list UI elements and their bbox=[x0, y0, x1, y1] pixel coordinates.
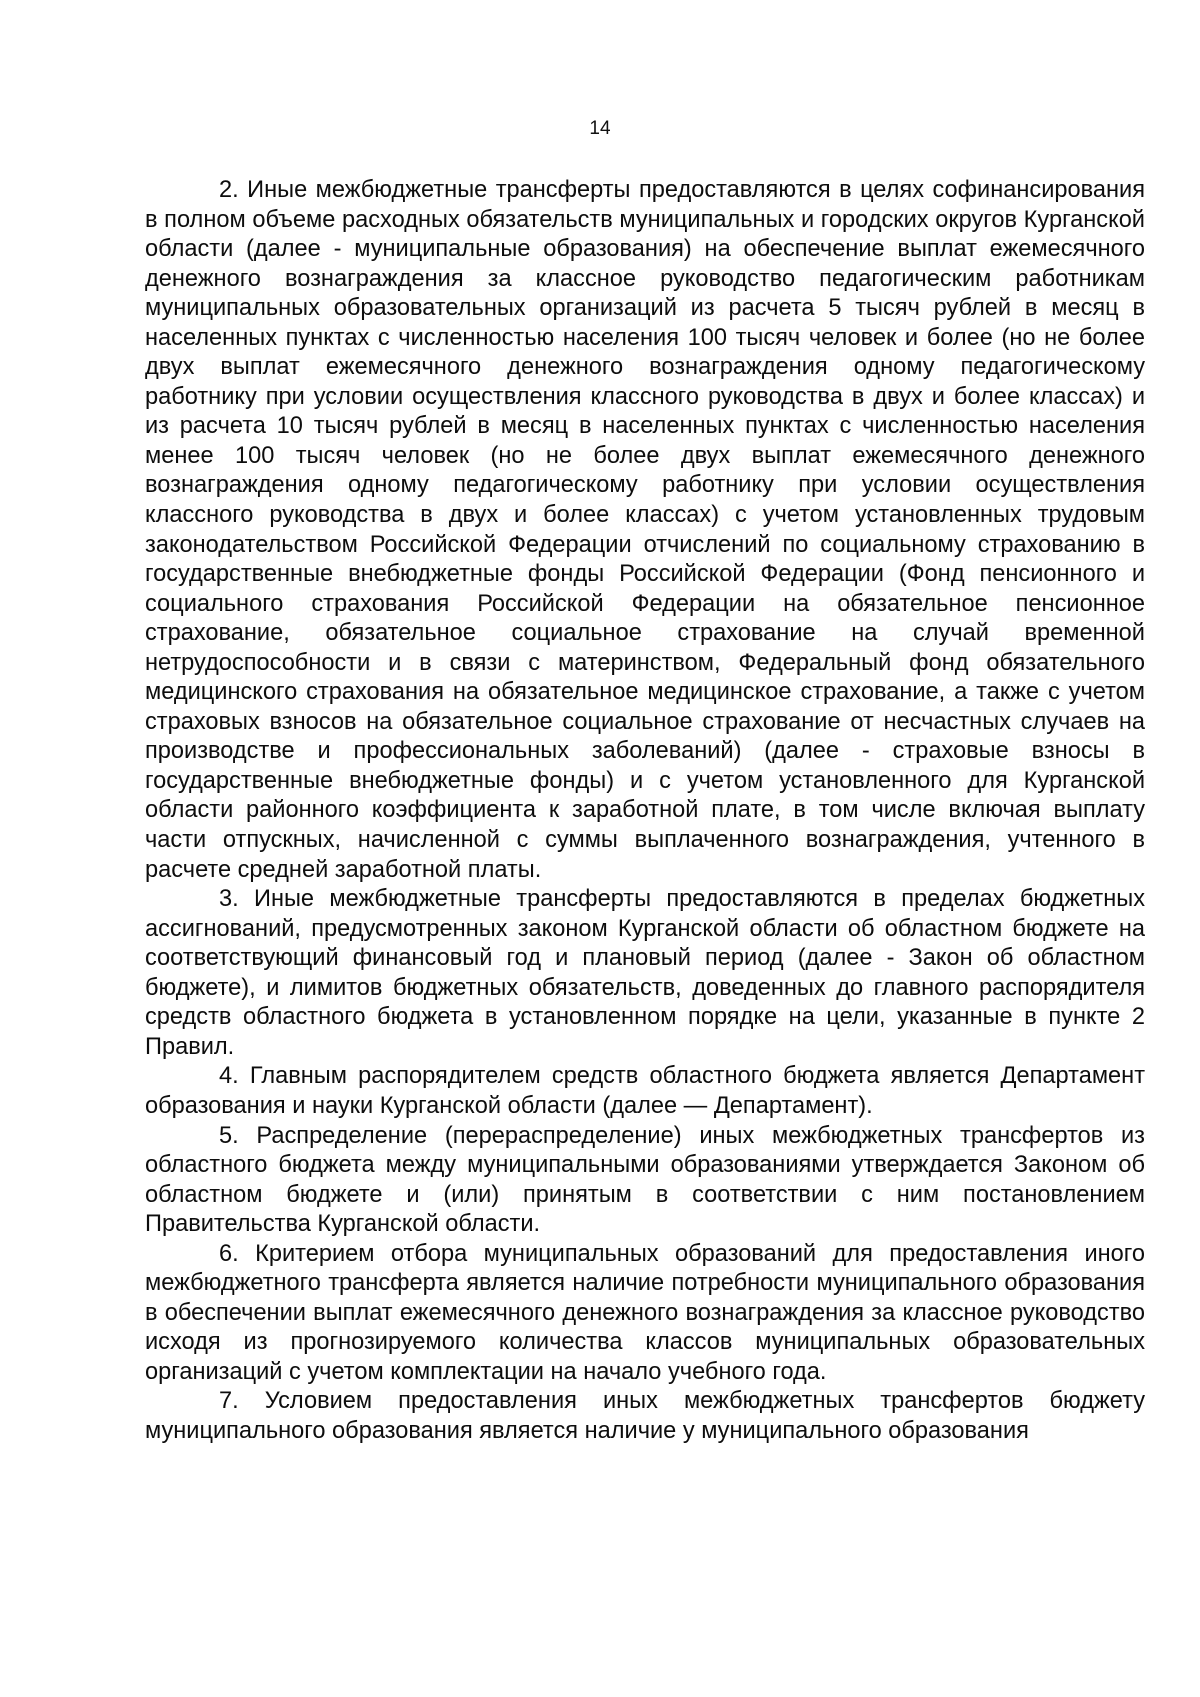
paragraph-6: 6. Критерием отбора муниципальных образований для предоставления иного межбюджетного трансферта является наличие потребности муниципального образования в обеспечении выплат ежемесячного денежного вознаграждения за классное руководство исходя из прогнозируемого количества классов муниципальных образовательных организаций с учетом комплектации на начало учебного года. bbox=[145, 1240, 1145, 1385]
paragraph-2: 2. Иные межбюджетные трансферты предоставляются в целях софинансирования в полном объеме расходных обязательств муниципальных и городских округов Курганской области (далее - муниципальные образования) на обеспечение выплат ежемесячного денежного вознаграждения за классное руководство педагогическим работникам муниципальных образовательных организаций из расчета 5 тысяч рублей в месяц в населенных пунктах с численностью населения 100 тысяч человек и более (но не более двух выплат ежемесячного денежного вознаграждения одному педагогическому работнику при условии осуществления классного руководства в двух и более классах) и из расчета 10 тысяч рублей в месяц в населенных пунктах с численностью населения менее 100 тысяч человек (но не более двух выплат ежемесячного денежного вознаграждения одному педагогическому работнику при условии осуществления классного руководства в двух и более классах) с учетом установленных трудовым законодательством Российской Федерации отчислений по социальному страхованию в государственные внебюджетные фонды Российской Федерации (Фонд пенсионного и социального страхования Российской Федерации на обязательное пенсионное страхование, обязательное социальное страхование на случай временной нетрудоспособности и в связи с материнством, Федеральный фонд обязательного медицинского страхования на обязательное медицинское страхование, а также с учетом страховых взносов на обязательное социальное страхование от несчастных случаев на производстве и профессиональных заболеваний) (далее - страховые взносы в государственные внебюджетные фонды) и с учетом установленного для Курганской области районного коэффициента к заработной плате, в том числе включая выплату части отпускных, начисленной с суммы выплаченного вознаграждения, учтенного в расчете средней заработной платы. bbox=[145, 177, 1145, 883]
page-number: 14 bbox=[589, 118, 611, 139]
paragraph-3: 3. Иные межбюджетные трансферты предоставляются в пределах бюджетных ассигнований, предусмотренных законом Курганской области об областном бюджете на соответствующий финансовый год и плановый период (далее - Закон об областном бюджете), и лимитов бюджетных обязательств, доведенных до главного распорядителя средств областного бюджета в установленном порядке на цели, указанные в пункте 2 Правил. bbox=[145, 886, 1145, 1060]
paragraph-7: 7. Условием предоставления иных межбюджетных трансфертов бюджету муниципального образования является наличие у муниципального образования bbox=[145, 1388, 1145, 1444]
document-body bbox=[145, 176, 1145, 1447]
paragraph-5: 5. Распределение (перераспределение) иных межбюджетных трансфертов из областного бюджета между муниципальными образованиями утверждается Законом об областном бюджете и (или) принятым в соответствии с ним постановлением Правительства Курганской области. bbox=[145, 1122, 1145, 1238]
paragraph-4: 4. Главным распорядителем средств областного бюджета является Департамент образования и науки Курганской области (далее — Департамент). bbox=[145, 1063, 1145, 1119]
